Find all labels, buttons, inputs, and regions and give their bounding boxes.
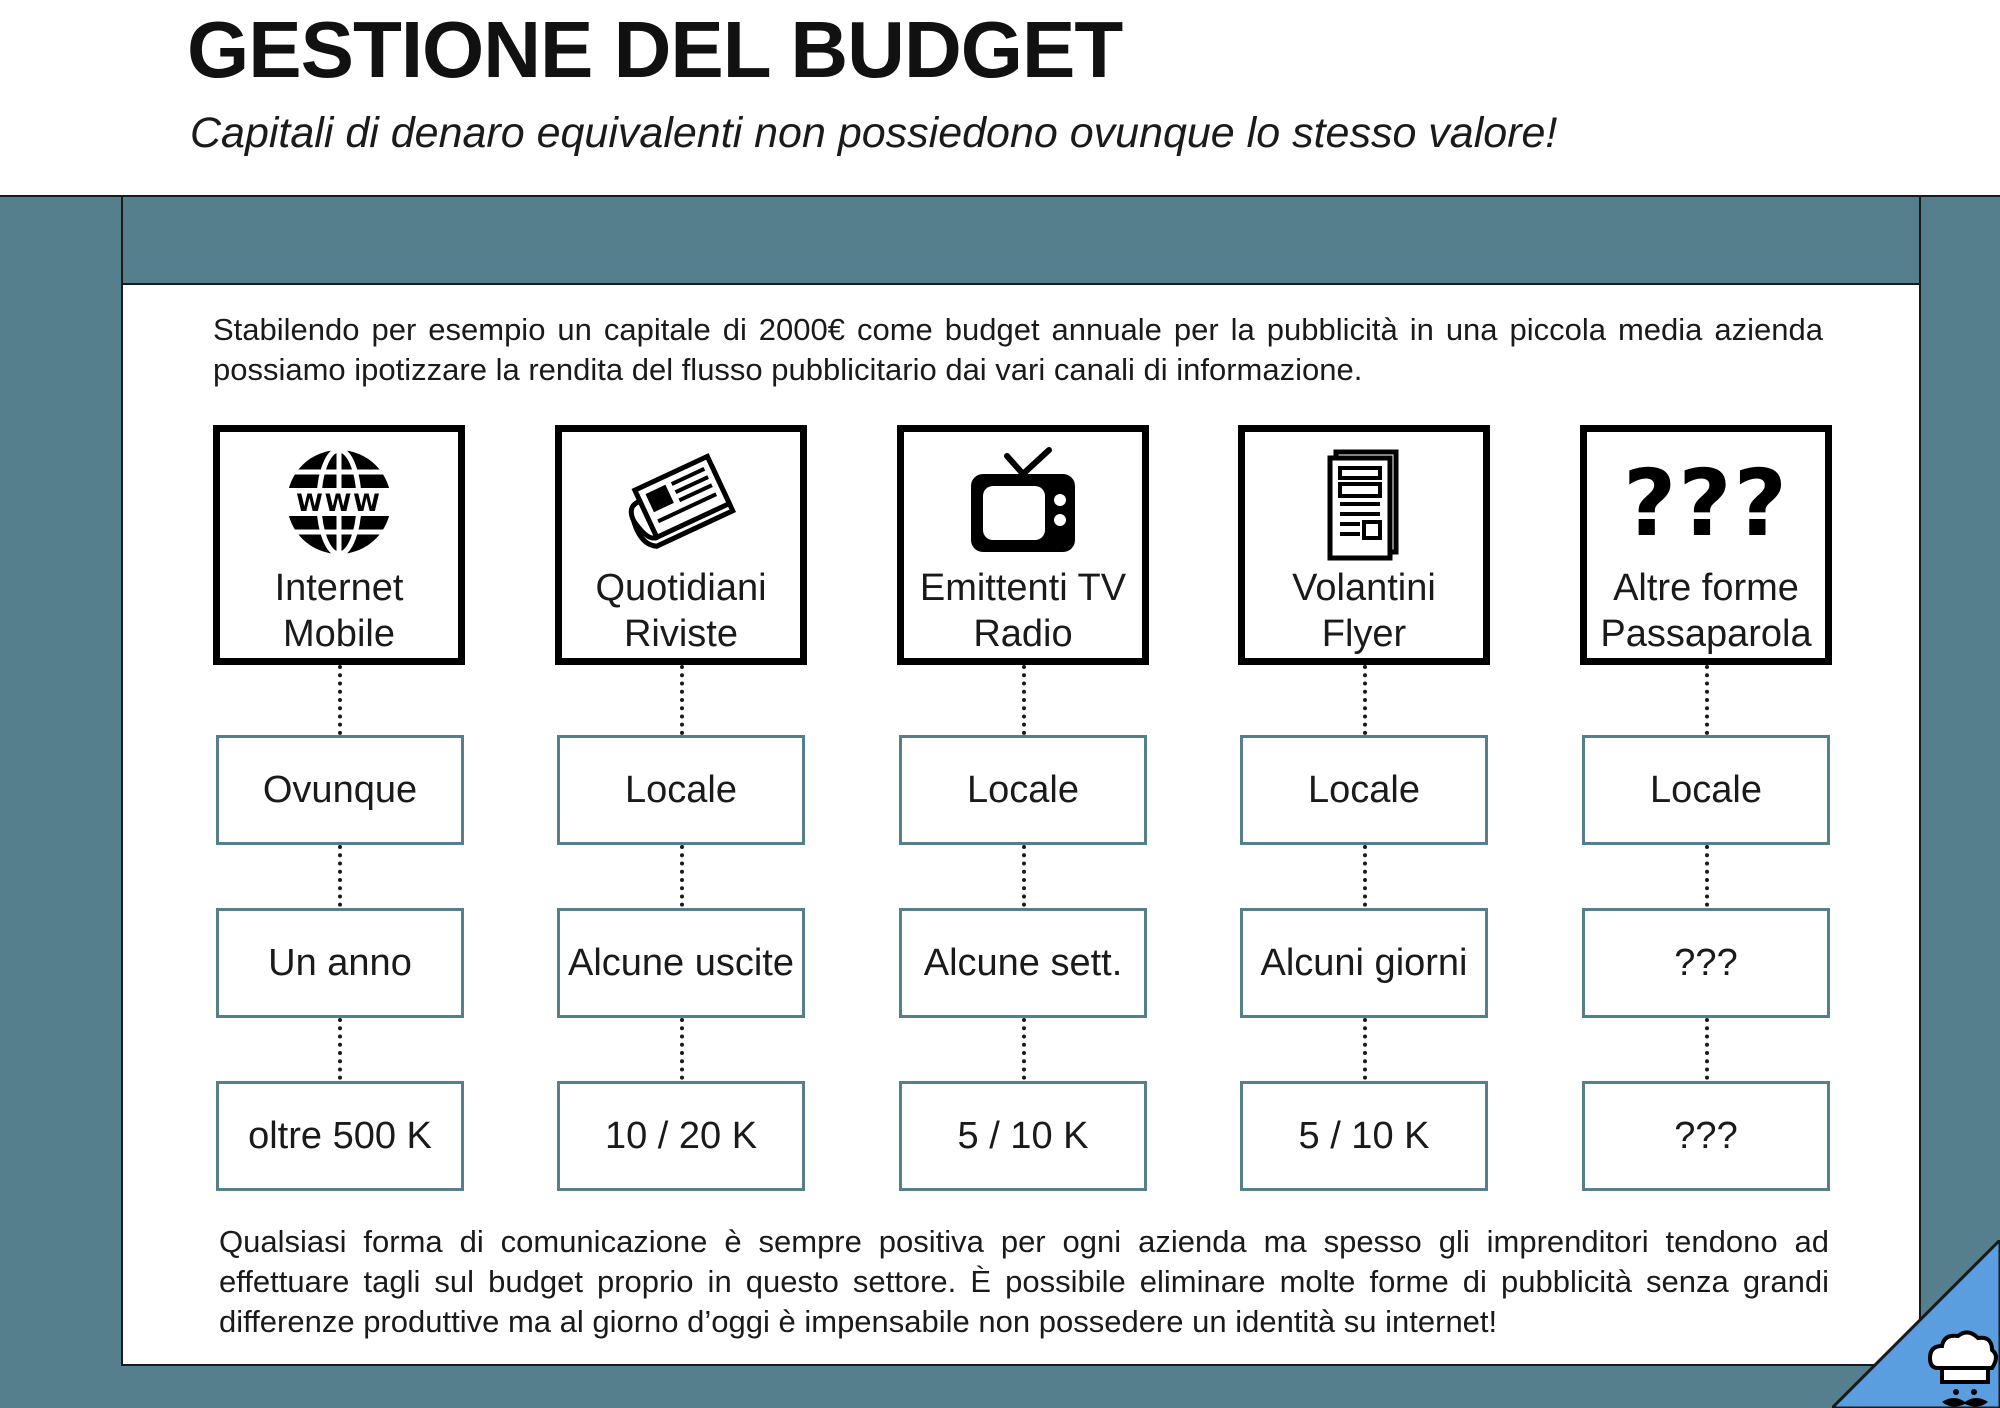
audience-box: ??? <box>1582 1081 1830 1191</box>
channel-label-line1: Volantini <box>1292 567 1436 609</box>
connector-line <box>1363 1018 1367 1088</box>
duration-box: ??? <box>1582 908 1830 1018</box>
duration-box: Alcuni giorni <box>1240 908 1488 1018</box>
connector-line <box>338 845 342 915</box>
channel-label-line1: Quotidiani <box>595 567 767 609</box>
flyer-icon <box>1304 444 1424 564</box>
channel-box-tv <box>897 425 1149 665</box>
reach-box: Locale <box>1240 735 1488 845</box>
audience-box: 5 / 10 K <box>1240 1081 1488 1191</box>
channel-box-quotidiani <box>555 425 807 665</box>
newspaper-icon <box>621 444 741 564</box>
connector-line <box>1022 1018 1026 1088</box>
channel-label-volantini <box>1245 565 1483 657</box>
connector-line <box>680 845 684 915</box>
channel-box-altre-forme <box>1580 425 1832 665</box>
chef-mustache-icon <box>1832 1240 2000 1408</box>
connector-line <box>680 1018 684 1088</box>
channel-label-line1: Altre forme <box>1613 567 1799 609</box>
question-marks-text: ??? <box>1622 450 1790 557</box>
panel-top-bar <box>121 197 1921 283</box>
reach-box: Ovunque <box>216 735 464 845</box>
connector-line <box>1705 665 1709 735</box>
channel-label-tv <box>904 565 1142 657</box>
connector-line <box>338 1018 342 1088</box>
channel-label-internet <box>220 565 458 657</box>
duration-box: Alcune uscite <box>557 908 805 1018</box>
globe-www-icon <box>279 444 399 564</box>
channel-label-line1: Emittenti TV <box>919 567 1127 609</box>
channel-label-line2: Radio <box>973 613 1073 655</box>
channel-label-line2: Flyer <box>1321 613 1407 655</box>
question-marks-icon <box>1606 444 1806 564</box>
intro-text: Stabilendo per esempio un capitale di 2000€ come budget annuale per la pubblicità in una piccola media azienda possiamo ipotizzare la rendita del flusso pubblicitario dai vari canali di informazione. <box>213 312 1823 387</box>
connector-line <box>1022 665 1026 735</box>
audience-box: 5 / 10 K <box>899 1081 1147 1191</box>
duration-box: Un anno <box>216 908 464 1018</box>
tv-icon <box>963 444 1083 564</box>
channel-label-line1: Internet <box>274 567 404 609</box>
connector-line <box>1705 845 1709 915</box>
channel-box-volantini <box>1238 425 1490 665</box>
channel-label-quotidiani <box>562 565 800 657</box>
connector-line <box>680 665 684 735</box>
connector-line <box>1363 665 1367 735</box>
connector-line <box>1363 845 1367 915</box>
reach-box: Locale <box>1582 735 1830 845</box>
outro-text: Qualsiasi forma di comunicazione è sempre positiva per ogni azienda ma spesso gli imprenditori tendono ad effettuare tagli sul budget proprio in questo settore. È possibile eliminare molte forme di pubblicità senza grandi differenze produttive ma al giorno d’oggi è impensabile non possedere un identità su internet! <box>219 1224 1829 1339</box>
channel-box-internet <box>213 425 465 665</box>
channel-label-line2: Riviste <box>623 613 739 655</box>
channel-label-line2: Mobile <box>283 613 395 655</box>
connector-line <box>1705 1018 1709 1088</box>
audience-box: oltre 500 K <box>216 1081 464 1191</box>
page-subtitle: Capitali di denaro equivalenti non possiedono ovunque lo stesso valore! <box>190 109 1558 157</box>
audience-box: 10 / 20 K <box>557 1081 805 1191</box>
channel-label-line2: Passaparola <box>1600 613 1812 655</box>
duration-box: Alcune sett. <box>899 908 1147 1018</box>
reach-box: Locale <box>557 735 805 845</box>
connector-line <box>1022 845 1026 915</box>
header <box>0 0 2000 197</box>
reach-box: Locale <box>899 735 1147 845</box>
svg-text:WWW: WWW <box>296 489 382 517</box>
page-title: GESTIONE DEL BUDGET <box>187 5 1123 94</box>
connector-line <box>338 665 342 735</box>
channel-label-altre-forme <box>1587 565 1825 657</box>
